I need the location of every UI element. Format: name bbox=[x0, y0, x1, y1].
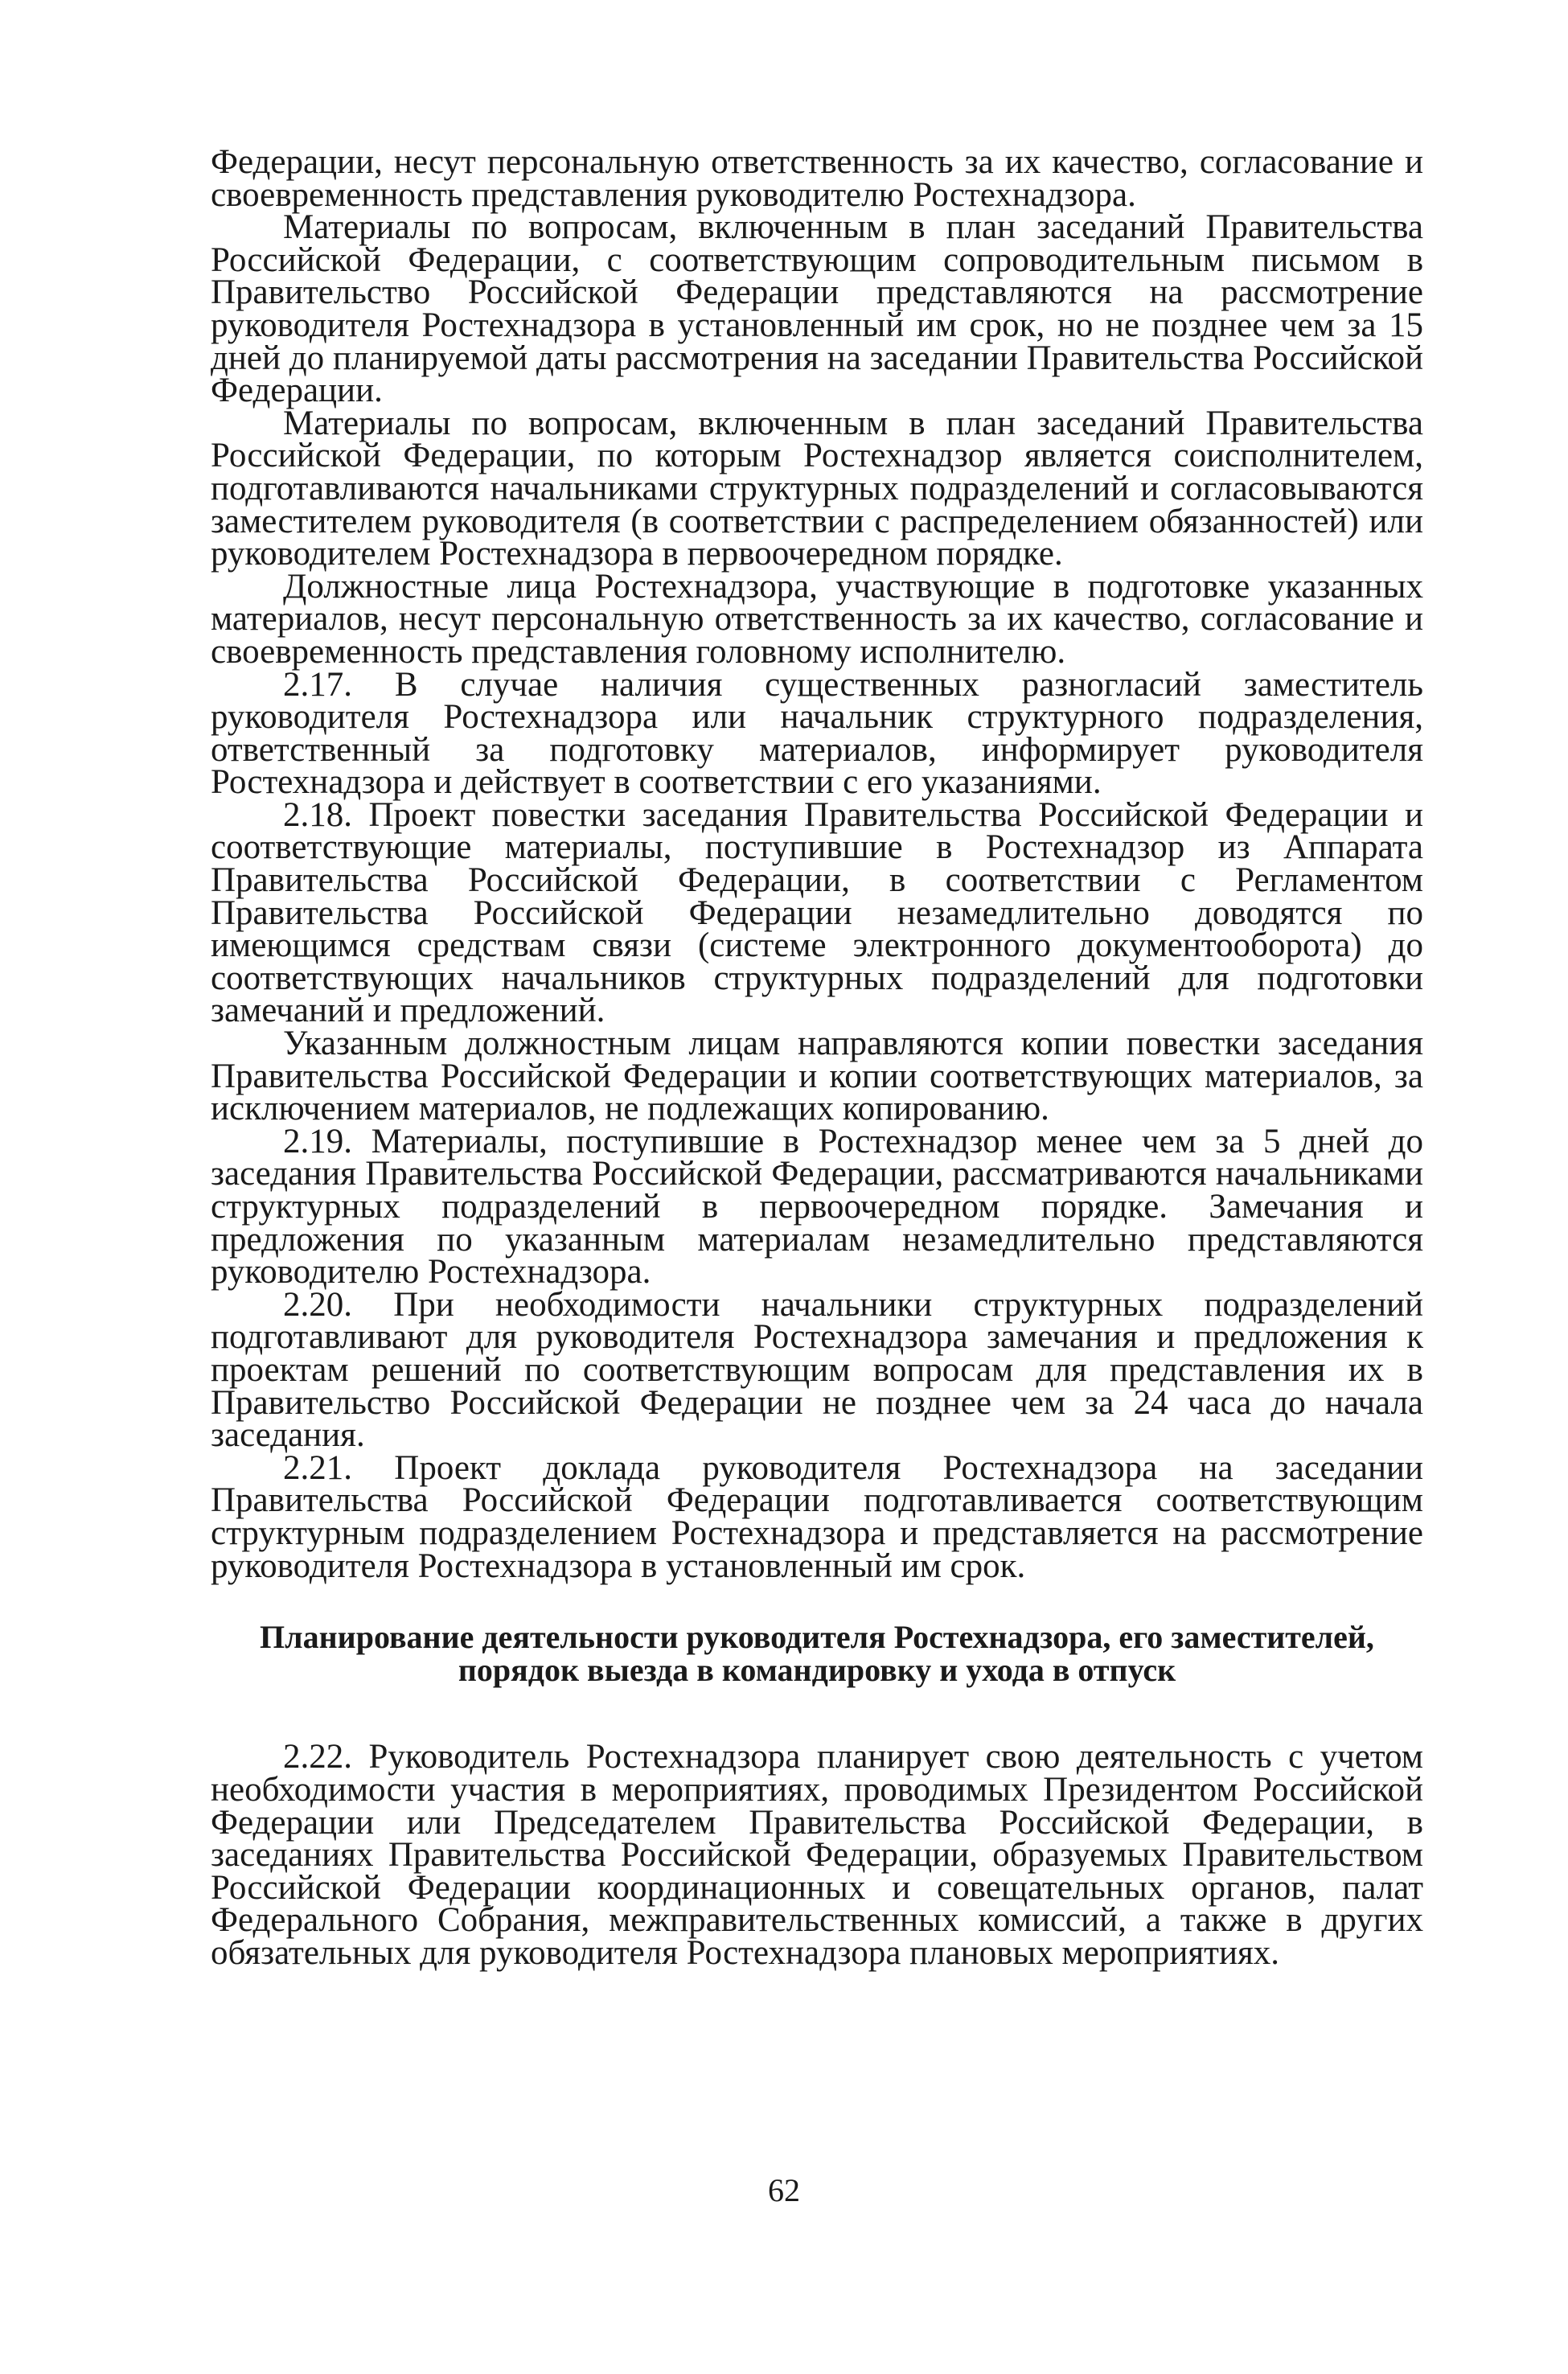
paragraph-officials-responsibility: Должностные лица Ростехнадзора, участвующие в подготовке указанных материалов, несут персональную ответственность за их качество, согласование и своевременность представления головному исполнителю. bbox=[211, 567, 1423, 671]
paragraph-materials-coexecutor: Материалы по вопросам, включенным в план заседаний Правительства Российской Федерации, по которым Ростехнадзор является соисполнителем, подготавливаются начальниками структурных подразделений и согласовываются заместителем руководителя (в соответствии с распределением обязанностей) или руководителем Ростехнадзора в первоочередном порядке. bbox=[211, 404, 1423, 573]
paragraph-2-20: 2.20. При необходимости начальники структурных подразделений подготавливают для руководителя Ростехнадзора замечания и предложения к проектам решений по соответствующим вопросам для представления их в Правительство Российской Федерации не позднее чем за 24 часа до начала заседания. bbox=[211, 1285, 1423, 1455]
paragraph-2-22: 2.22. Руководитель Ростехнадзора планирует свою деятельность с учетом необходимости участия в мероприятиях, проводимых Президентом Российской Федерации или Председателем Правительства Российской Федерации, в заседаниях Правительства Российской Федерации, образуемых Правительством Российской Федерации координационных и совещательных органов, палат Федерального Собрания, межправительственных комиссий, а также в других обязательных для руководителя Ростехнадзора плановых мероприятиях. bbox=[211, 1738, 1423, 1972]
paragraph-2-18: 2.18. Проект повестки заседания Правительства Российской Федерации и соответствующие материалы, поступившие в Ростехнадзор из Аппарата Правительства Российской Федерации, в соответствии с Регламентом Правительства Российской Федерации незамедлительно доводятся по имеющимся средствам связи (системе электронного документооборота) до соответствующих начальников структурных подразделений для подготовки замечаний и предложений. bbox=[211, 795, 1423, 1030]
paragraph-2-21: 2.21. Проект доклада руководителя Ростехнадзора на заседании Правительства Российской Федерации подготавливается соответствующим структурным подразделением Ростехнадзора и представляется на рассмотрение руководителя Ростехнадзора в установленный им срок. bbox=[211, 1448, 1423, 1585]
section-heading-line-1: Планирование деятельности руководителя Ростехнадзора, его заместителей, bbox=[260, 1619, 1374, 1656]
paragraph-continuation: Федерации, несут персональную ответственность за их качество, согласование и своевременность представления руководителю Ростехнадзора. bbox=[211, 143, 1423, 214]
paragraph-materials-plan: Материалы по вопросам, включенным в план заседаний Правительства Российской Федерации, с соответствующим сопроводительным письмом в Правительство Российской Федерации представляются на рассмотрение руководителя Ростехнадзора в установленный им срок, но не позднее чем за 15 дней до планируемой даты рассмотрения на заседании Правительства Российской Федерации. bbox=[211, 208, 1423, 410]
section-heading bbox=[211, 1621, 1423, 1686]
document-page bbox=[211, 143, 1423, 1972]
paragraph-2-19: 2.19. Материалы, поступившие в Ростехнадзор менее чем за 5 дней до заседания Правительства Российской Федерации, рассматриваются начальниками структурных подразделений в первоочередном порядке. Замечания и предложения по указанным материалам незамедлительно представляются руководителю Ростехнадзора. bbox=[211, 1122, 1423, 1292]
section-heading-line-2: порядок выезда в командировку и ухода в отпуск bbox=[458, 1651, 1176, 1688]
paragraph-2-17: 2.17. В случае наличия существенных разногласий заместитель руководителя Ростехнадзора или начальник структурного подразделения, ответственный за подготовку материалов, информирует руководителя Ростехнадзора и действует в соответствии с его указаниями. bbox=[211, 665, 1423, 802]
paragraph-copies: Указанным должностным лицам направляются копии повестки заседания Правительства Российской Федерации и копии соответствующих материалов, за исключением материалов, не подлежащих копированию. bbox=[211, 1025, 1423, 1128]
page-number: 62 bbox=[768, 2172, 800, 2208]
